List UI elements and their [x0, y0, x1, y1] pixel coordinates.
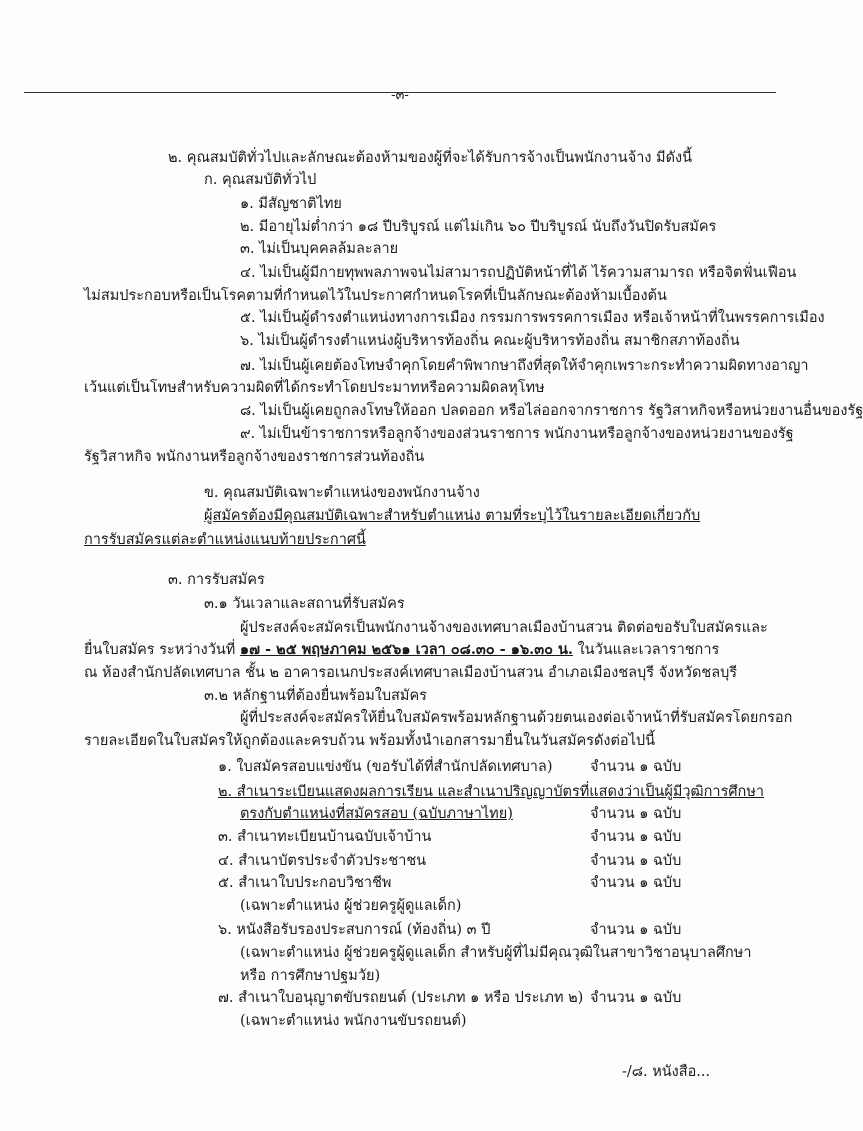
- doc-qty: จำนวน ๑ ฉบับ: [590, 806, 682, 822]
- qual-item: ๕. ไม่เป็นผู้ดำรงตำแหน่งทางการเมือง กรรมการพรรคการเมือง หรือเจ้าหน้าที่ในพรรคการเมือง: [240, 310, 825, 326]
- s31-text-part: ในวันและเวลาราชการ: [572, 642, 720, 658]
- doc-qty: จำนวน ๑ ฉบับ: [590, 759, 682, 775]
- doc-qty: จำนวน ๑ ฉบับ: [590, 875, 682, 891]
- qual-item: ๘. ไม่เป็นผู้เคยถูกลงโทษให้ออก ปลดออก หรือไล่ออกจากราชการ รัฐวิสาหกิจหรือหน่วยงานอื่นของรัฐ: [240, 403, 863, 419]
- doc-qty: จำนวน ๑ ฉบับ: [590, 853, 682, 869]
- qual-item: ๔. ไม่เป็นผู้มีกายทุพพลภาพจนไม่สามารถปฏิบัติหน้าที่ได้ ไร้ความสามารถ หรือจิตฟั่นเฟือน: [240, 265, 797, 281]
- qual-item: ๑. มีสัญชาติไทย: [240, 196, 342, 212]
- s31-text-part: ยื่นใบสมัคร ระหว่างวันที่: [84, 642, 240, 658]
- page-number: -๓-: [391, 88, 409, 103]
- qual-item-cont: รัฐวิสาหกิจ พนักงานหรือลูกจ้างของราชการส่วนท้องถิ่น: [84, 449, 425, 465]
- page-continuation: -/๘. หนังสือ...: [622, 1064, 711, 1080]
- header-rule: [24, 92, 776, 93]
- doc-item: ๗. สำเนาใบอนุญาตขับรถยนต์ (ประเภท ๑ หรือ ประเภท ๒): [218, 990, 584, 1006]
- s31-text: ณ ห้องสำนักปลัดเทศบาล ชั้น ๒ อาคารอเนกประสงค์เทศบาลเมืองบ้านสวน อำเภอเมืองชลบุรี จังหวัดชลบุรี: [84, 665, 738, 681]
- s31-text-line2: [84, 640, 719, 660]
- sub-b-text-cont: การรับสมัครแต่ละตำแหน่งแนบท้ายประกาศนี้: [84, 532, 366, 548]
- doc-item: ๔. สำเนาบัตรประจำตัวประชาชน: [218, 853, 427, 869]
- doc-qty: จำนวน ๑ ฉบับ: [590, 922, 682, 938]
- qual-item: ๙. ไม่เป็นข้าราชการหรือลูกจ้างของส่วนราชการ พนักงานหรือลูกจ้างของหน่วยงานของรัฐ: [240, 426, 794, 442]
- doc-item: ๖. หนังสือรับรองประสบการณ์ (ท้องถิ่น) ๓ ปี: [218, 922, 491, 938]
- doc-item: ๑. ใบสมัครสอบแข่งขัน (ขอรับได้ที่สำนักปลัดเทศบาล): [218, 759, 553, 775]
- qual-item: ๖. ไม่เป็นผู้ดำรงตำแหน่งผู้บริหารท้องถิ่น คณะผู้บริหารท้องถิ่น สมาชิกสภาท้องถิ่น: [240, 333, 740, 349]
- doc-item-note: (เฉพาะตำแหน่ง ผู้ช่วยครูผู้ดูแลเด็ก): [240, 898, 462, 914]
- doc-item-note: (เฉพาะตำแหน่ง พนักงานขับรถยนต์): [240, 1013, 467, 1029]
- s32-heading: ๓.๒ หลักฐานที่ต้องยื่นพร้อมใบสมัคร: [204, 688, 427, 704]
- section3-heading: ๓. การรับสมัคร: [168, 572, 265, 588]
- doc-item-note: (เฉพาะตำแหน่ง ผู้ช่วยครูผู้ดูแลเด็ก สำหรับผู้ที่ไม่มีคุณวุฒิในสาขาวิชาอนุบาลศึกษา: [240, 945, 752, 961]
- doc-item-note: หรือ การศึกษาปฐมวัย): [240, 968, 381, 984]
- qual-item-cont: ไม่สมประกอบหรือเป็นโรคตามที่กำหนดไว้ในประกาศกำหนดโรคที่เป็นลักษณะต้องห้ามเบื้องต้น: [84, 288, 667, 304]
- s31-heading: ๓.๑ วันเวลาและสถานที่รับสมัคร: [204, 596, 405, 612]
- qual-item: ๒. มีอายุไม่ต่ำกว่า ๑๘ ปีบริบูรณ์ แต่ไม่เกิน ๖๐ ปีบริบูรณ์ นับถึงวันปิดรับสมัคร: [240, 219, 717, 235]
- doc-item: ๒. สำเนาระเบียนแสดงผลการเรียน และสำเนาปริญญาบัตรที่แสดงว่าเป็นผู้มีวุฒิการศึกษา: [218, 784, 765, 800]
- section2-sub-b: ข. คุณสมบัติเฉพาะตำแหน่งของพนักงานจ้าง: [204, 485, 480, 501]
- doc-qty: จำนวน ๑ ฉบับ: [590, 990, 682, 1006]
- qual-item: ๓. ไม่เป็นบุคคลล้มละลาย: [240, 241, 399, 257]
- s31-date-range: ๑๗ - ๒๕ พฤษภาคม ๒๕๖๑ เวลา ๐๘.๓๐ - ๑๖.๓๐ น.: [239, 641, 573, 658]
- doc-item: ๓. สำเนาทะเบียนบ้านฉบับเจ้าบ้าน: [218, 829, 432, 845]
- section2-sub-a: ก. คุณสมบัติทั่วไป: [204, 172, 317, 188]
- doc-item-cont: ตรงกับตำแหน่งที่สมัครสอบ (ฉบับภาษาไทย): [240, 806, 513, 822]
- s32-text: รายละเอียดในใบสมัครให้ถูกต้องและครบถ้วน พร้อมทั้งนำเอกสารมายื่นในวันสมัครดังต่อไปนี้: [84, 733, 656, 749]
- sub-b-text: ผู้สมัครต้องมีคุณสมบัติเฉพาะสำหรับตำแหน่ง ตามที่ระบุไว้ในรายละเอียดเกี่ยวกับ: [204, 508, 701, 524]
- doc-qty: จำนวน ๑ ฉบับ: [590, 829, 682, 845]
- s32-text: ผู้ที่ประสงค์จะสมัครให้ยื่นใบสมัครพร้อมหลักฐานด้วยตนเองต่อเจ้าหน้าที่รับสมัครโดยกรอก: [240, 710, 793, 726]
- qual-item-cont: เว้นแต่เป็นโทษสำหรับความผิดที่ได้กระทำโดยประมาทหรือความผิดลหุโทษ: [84, 380, 545, 396]
- doc-item: ๕. สำเนาใบประกอบวิชาชีพ: [218, 875, 392, 891]
- section2-heading: ๒. คุณสมบัติทั่วไปและลักษณะต้องห้ามของผู้ที่จะได้รับการจ้างเป็นพนักงานจ้าง มีดังนี้: [168, 150, 693, 166]
- qual-item: ๗. ไม่เป็นผู้เคยต้องโทษจำคุกโดยคำพิพากษาถึงที่สุดให้จำคุกเพราะกระทำความผิดทางอาญา: [240, 358, 809, 374]
- s31-text: ผู้ประสงค์จะสมัครเป็นพนักงานจ้างของเทศบาลเมืองบ้านสวน ติดต่อขอรับใบสมัครและ: [240, 620, 768, 636]
